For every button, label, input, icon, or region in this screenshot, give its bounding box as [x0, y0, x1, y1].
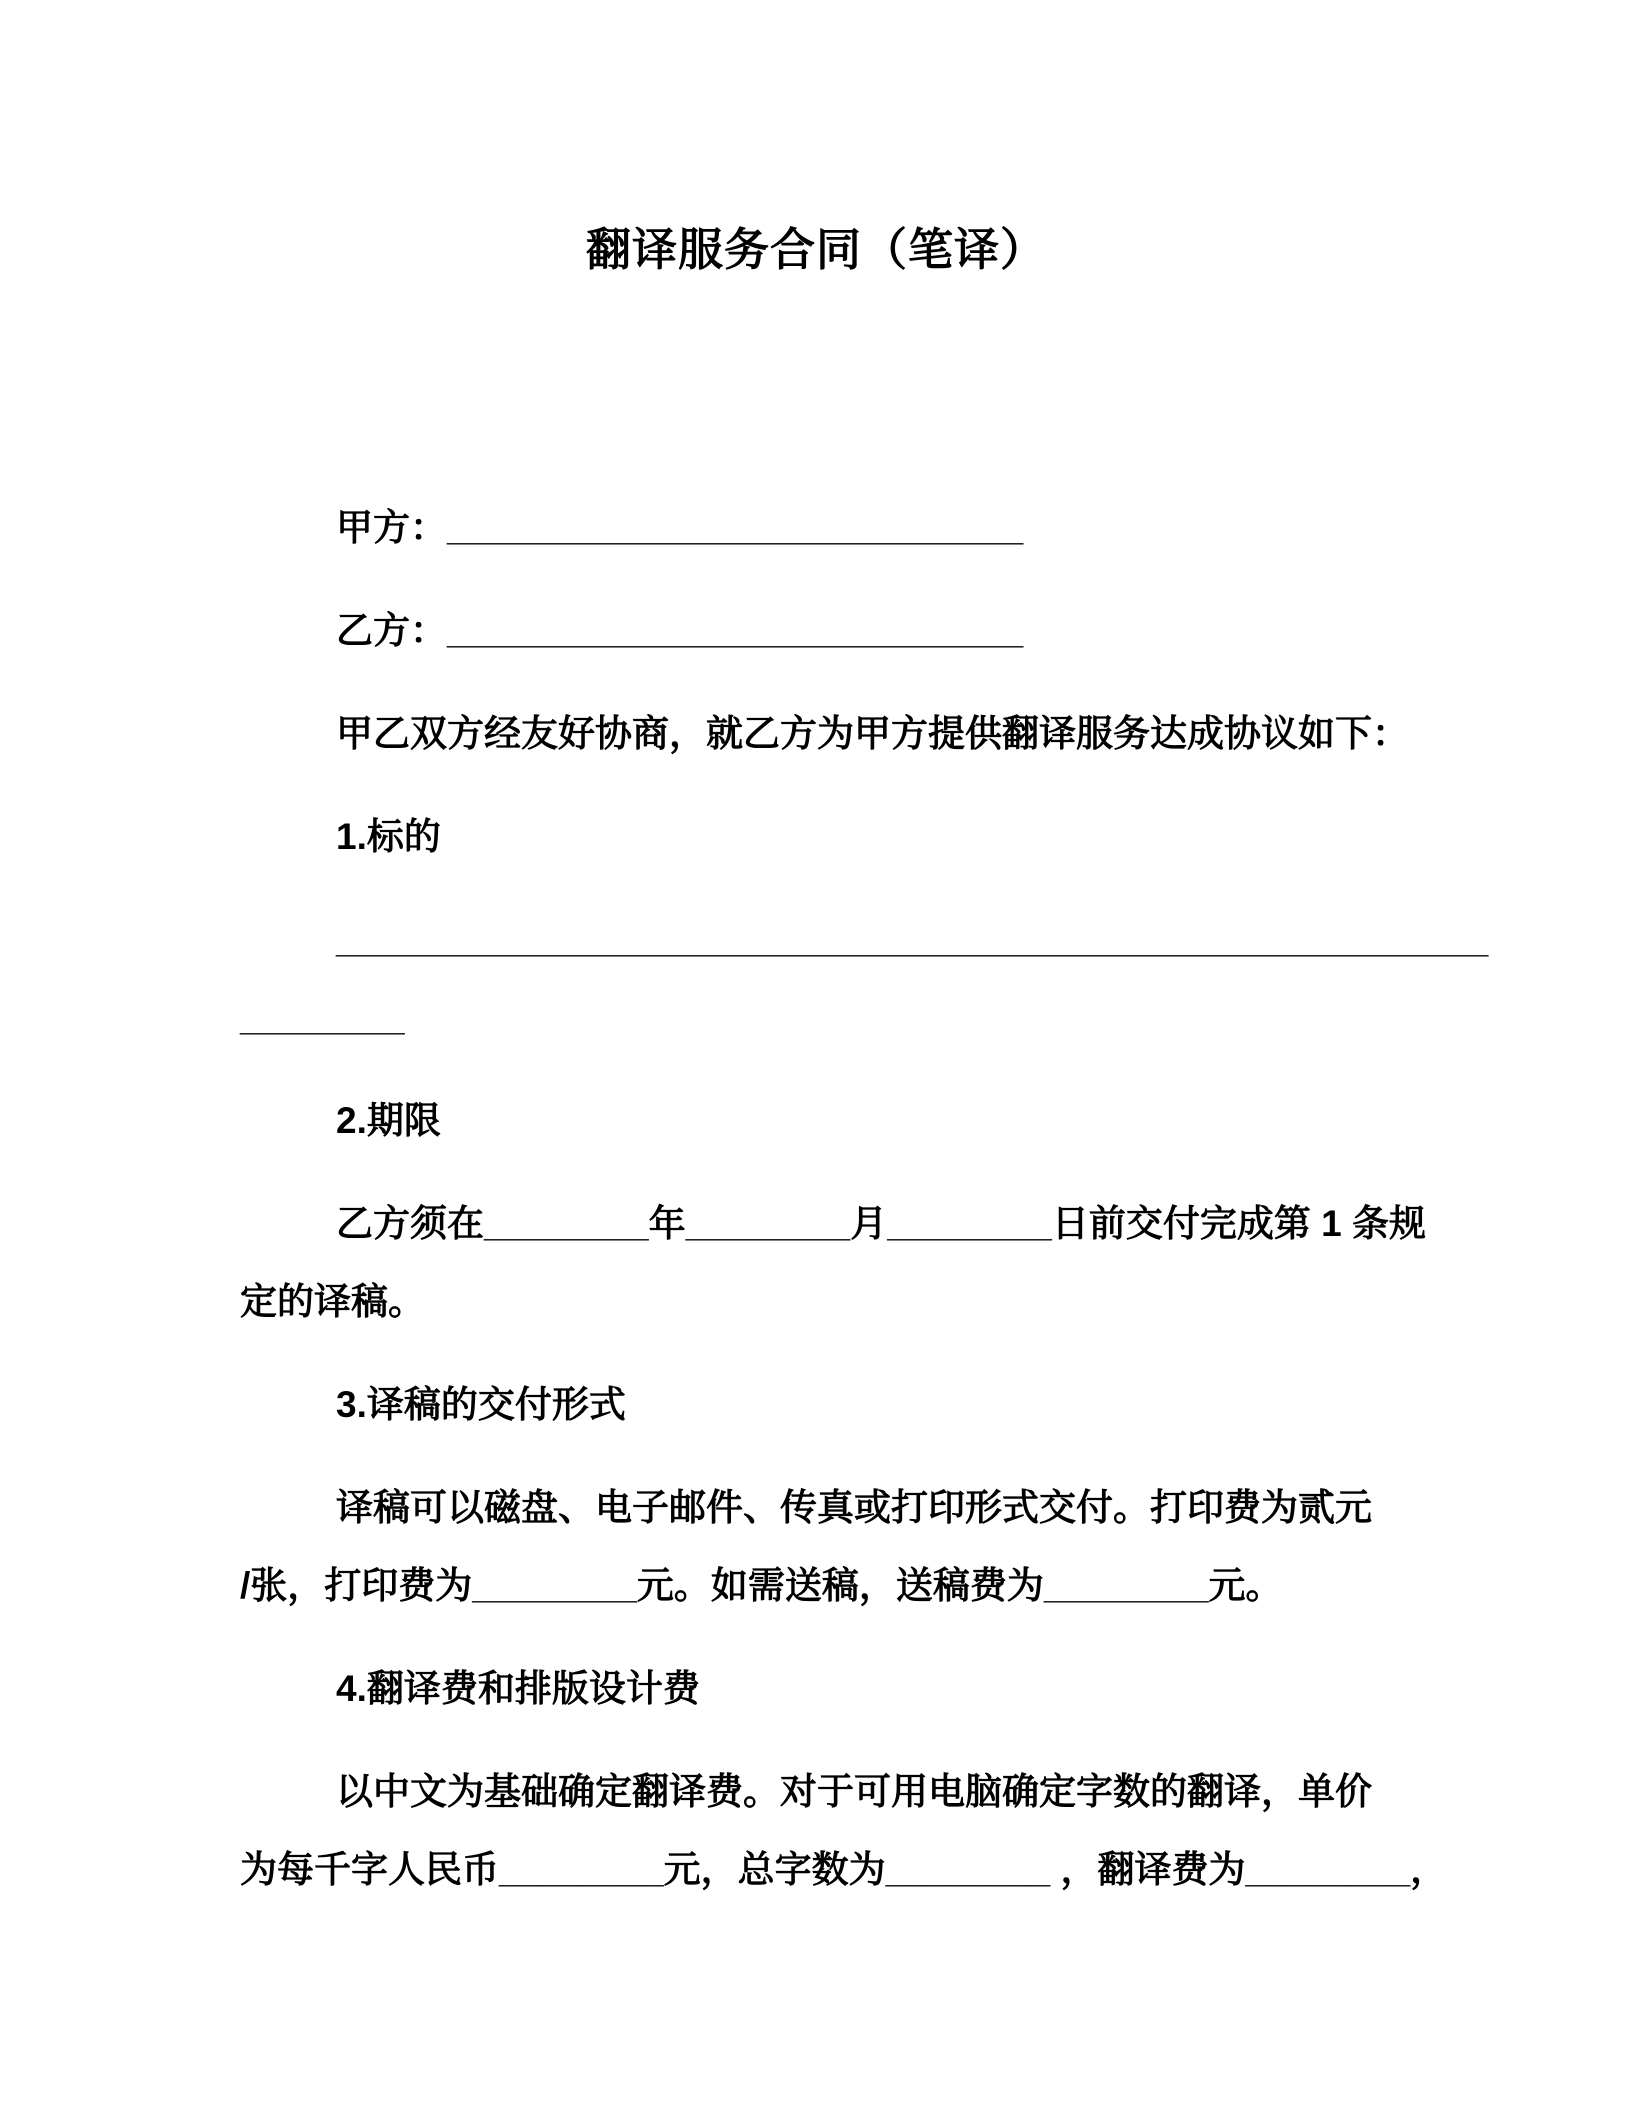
preamble-line: 甲乙双方经友好协商，就乙方为甲方提供翻译服务达成协议如下：: [336, 713, 1409, 754]
section-3-text-line-1: 译稿可以磁盘、电子邮件、传真或打印形式交付。打印费为贰元: [336, 1487, 1372, 1528]
section-4-heading: 4.翻译费和排版设计费: [336, 1668, 700, 1709]
section-4-text-line-2: 为每千字人民币________元，总字数为________ ，翻译费为________，: [240, 1849, 1448, 1890]
section-1-heading: 1.标的: [336, 816, 441, 857]
party-b-line: 乙方：____________________________: [336, 610, 1024, 651]
section-3-heading: 3.译稿的交付形式: [336, 1384, 626, 1425]
party-a-line: 甲方：____________________________: [336, 507, 1024, 548]
section-1-blank-line-2: ________: [240, 997, 405, 1038]
section-4-text-line-1: 以中文为基础确定翻译费。对于可用电脑确定字数的翻译，单价: [336, 1771, 1372, 1812]
section-2-text-line-1: 乙方须在________年________月________日前交付完成第 1 条规: [336, 1203, 1426, 1244]
page-title: 翻译服务合同（笔译）: [585, 224, 1046, 275]
section-2-heading: 2.期限: [336, 1100, 441, 1141]
section-1-blank-line-1: ________________________________________________________: [336, 919, 1489, 960]
section-2-text-line-2: 定的译稿。: [240, 1281, 425, 1322]
section-3-text-line-2: /张，打印费为________元。如需送稿，送稿费为________元。: [240, 1565, 1283, 1606]
